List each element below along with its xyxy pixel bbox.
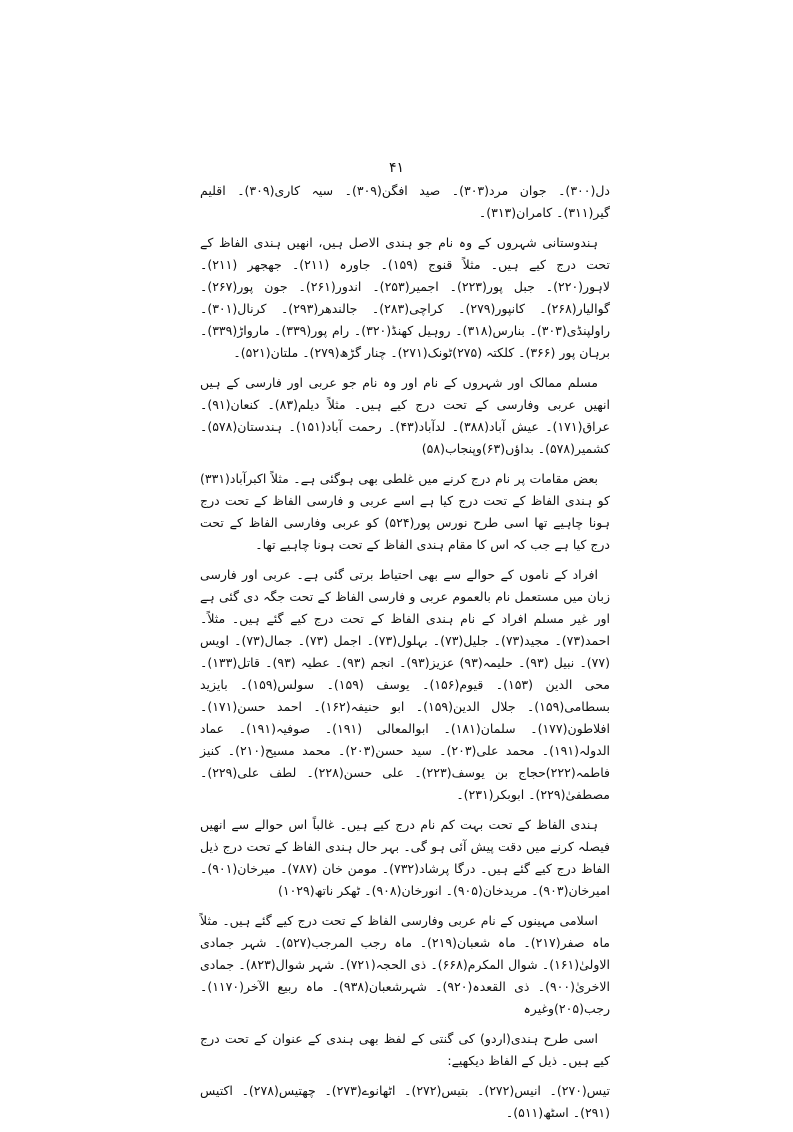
paragraph-hindi-names: ہندی الفاظ کے تحت بہت کم نام درج کیے ہیں۔ غالباً اس حوالے سے انھیں فیصلہ کرنے میں دقت پیش آئی ہو گی۔ بہر حال ہندی الفاظ کے تحت درج ذیل الفاظ درج کیے گئے ہیں۔ درگا پرشاد(۷۳۲)۔ مومن خان (۷۸۷)۔ میرخان(۹۰۱)۔ امیرخان(۹۰۳)۔ مریدخان(۹۰۵)۔ انورخان(۹۰۸)۔ ٹھکر ناتھ(۱۰۲۹)	[200, 817, 610, 898]
paragraph-person-names: افراد کے ناموں کے حوالے سے بھی احتیاط برتی گئی ہے۔ عربی اور فارسی زبان میں مستعمل نام بالعموم عربی و فارسی الفاظ کے تحت جگہ دی گئی ہے اور غیر مسلم افراد کے نام ہندی الفاظ کے تحت درج کیے گئے ہیں۔ مثلاً۔ احمد(۷۳)۔ مجید(۷۳)۔ جلیل(۷۳)۔ بہلول(۷۳)۔ اجمل (۷۳)۔ جمال(۷۳)۔ اویس (۷۷)۔ نبیل (۹۳)۔ حلیمہ(۹۳) عزیز(۹۳)۔ انجم (۹۳)۔ عطیہ (۹۳)۔ قاتل(۱۳۳)۔ محی الدین (۱۵۳)۔ قیوم(۱۵۶)۔ یوسف (۱۵۹)۔ سولس(۱۵۹)۔ بایزید بسطامی(۱۵۹)۔ جلال الدین(۱۵۹)۔ ابو حنیفہ(۱۶۲)۔ احمد حسن(۱۷۱)۔ افلاطون(۱۷۷)۔ سلمان(۱۸۱)۔ ابوالمعالی (۱۹۱)۔ صوفیہ(۱۹۱)۔ عماد الدولہ(۱۹۱)۔ محمد علی(۲۰۳)۔ سید حسن(۲۰۳)۔ محمد مسیح(۲۱۰)۔ کنیز فاطمہ(۲۲۲)حجاج بن یوسف(۲۲۳)۔ علی حسن(۲۲۸)۔ لطف علی(۲۲۹)۔ مصطفیٰ(۲۲۹)۔ ابوبکر(۲۳۱)۔	[200, 567, 610, 802]
paragraph-errors: بعض مقامات پر نام درج کرنے میں غلطی بھی ہوگئی ہے۔ مثلاً اکبرآباد(۳۳۱) کو ہندی الفاظ کے تحت درج کیا ہے اسے عربی و فارسی الفاظ کے تحت درج ہونا چاہیے تھا اسی طرح نورس پور(۵۲۴) کو عربی وفارسی الفاظ کے تحت درج کیا ہے جب کہ اس کا مقام ہندی الفاظ کے تحت ہونا چاہیے تھا۔	[200, 471, 611, 552]
page-number: ۴۱	[388, 160, 405, 176]
paragraph-muslim-countries: مسلم ممالک اور شہروں کے نام اور وہ نام جو عربی اور فارسی کے ہیں انھیں عربی وفارسی کے تحت درج کیے ہیں۔ مثلاً دیلم(۸۳)۔ کنعان(۹۱)۔ عراق(۱۷۱)۔ عیش آباد(۳۸۸)۔ لدآباد(۴۳)۔ رحمت آباد(۱۵۱)۔ ہندستان(۵۷۸)۔ کشمیر(۵۷۸)۔ بداؤں(۶۳)وپنجاب(۵۸)	[200, 375, 610, 456]
paragraph-continuation: دل(۳۰۰)۔ جوان مرد(۳۰۳)۔ صید افگن(۳۰۹)۔ سیہ کاری(۳۰۹)۔ اقلیم گیر(۳۱۱)۔ کامران(۳۱۳)۔	[200, 183, 610, 220]
paragraph-indian-cities: ہندوستانی شہروں کے وہ نام جو ہندی الاصل ہیں، انھیں ہندی الفاظ کے تحت درج کیے ہیں۔ مثلاً قنوج (۱۵۹)۔ جاورہ (۲۱۱)۔ جھجھر (۲۱۱)۔ لاہور(۲۲۰)۔ جبل پور(۲۲۳)۔ اجمیر(۲۵۳)۔ اندور(۲۶۱)۔ جون پور(۲۶۷)۔ گوالیار(۲۶۸)۔ کانپور(۲۷۹)۔ کراچی(۲۸۳)۔ جالندھر(۲۹۳)۔ کرنال(۳۰۱)۔ راولپنڈی(۳۰۳)۔ بنارس(۳۱۸)۔ روہیل کھنڈ(۳۲۰)۔ رام پور(۳۳۹)۔ مارواڑ(۳۳۹)۔ برہان پور (۳۶۶)۔ کلکتہ (۲۷۵)ٹونک(۲۷۱)۔ چنار گڑھ(۲۷۹)۔ ملتان(۵۲۱)۔	[200, 235, 611, 360]
paragraph-counting-list: تیس(۲۷۰)۔ انیس(۲۷۲)۔ بتیس(۲۷۲)۔ اٹھانوے(۲۷۳)۔ چھتیس(۲۷۸)۔ اکتیس (۲۹۱)۔ اسٹھ(۵۱۱)۔	[200, 1083, 610, 1120]
paragraph-counting-intro: اسی طرح ہندی(اردو) کی گنتی کے لفظ بھی ہندی کے عنوان کے تحت درج کیے ہیں۔ ذیل کے الفاظ دیکھیے:	[200, 1031, 610, 1068]
body-text	[200, 180, 610, 1132]
paragraph-islamic-months: اسلامی مہینوں کے نام عربی وفارسی الفاظ کے تحت درج کیے گئے ہیں۔ مثلاً ماہ صفر(۲۱۷)۔ ماہ شعبان(۲۱۹)۔ ماہ رجب المرجب(۵۲۷)۔ شہر جمادی الاولیٰ(۱۶۱)۔ شوال المکرم(۶۶۸)۔ ذی الحجہ(۷۲۱)۔ شہر شوال(۸۲۳)۔ جمادی الاخریٰ(۹۰۰)۔ ذی القعدہ(۹۲۰)۔ شہرشعبان(۹۳۸)۔ ماہ ربیع الآخر(۱۱۷۰)۔ رجب(۲۰۵)وغیرہ	[200, 913, 610, 1016]
